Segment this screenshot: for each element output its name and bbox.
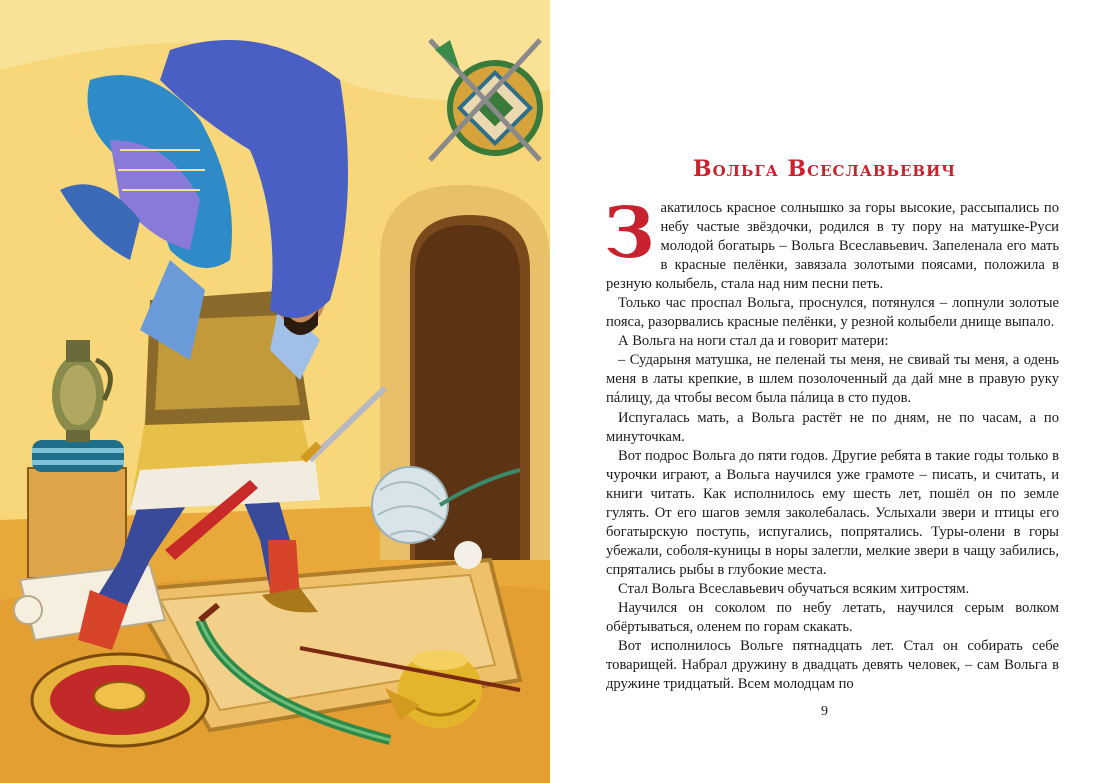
shield	[32, 654, 208, 746]
cushion-stool	[28, 440, 126, 578]
story-text	[604, 191, 1059, 694]
paragraph: – Сударыня матушка, не пеленай ты меня, не свивай ты меня, а одень меня в латы крепкие, в шлем позолоченный да дай мне в правую руку пáлицу, да чтобы весом была пáлица в сто пудов.	[606, 352, 1059, 407]
paragraph: Только час проспал Вольга, проснулся, потянулся – лопнули золотые пояса, разорвались красные пелёнки, у резной колыбели днище выпало.	[606, 295, 1059, 331]
chapter-title: Вольга Всеславьевич	[693, 156, 956, 182]
page-number: 9	[821, 704, 828, 719]
paragraph: Вот подрос Вольга до пяти годов. Другие ребята в такие годы только в чурочки играют, а Вольга научился уже грамоте – писать, и считать, и книги читать. Как исполнилось ему шесть лет, пошёл он по земле гулять. От его шагов земля заколебалась. Услыхали звери и птицы его богатырскую поступь, испугались, попрятались. Туры-олени в горы убежали, соболя-куницы в норы залегли, мелкие звери в чащу забились, спрятались рыбы в глубокие места.	[606, 447, 1059, 578]
text-page	[550, 0, 1099, 783]
paragraph: Вот исполнилось Вольге пятнадцать лет. Стал он собирать себе товарищей. Набрал дружину в двадцать девять человек, – сам Вольга в дружине тридцатый. Всем молодцам по	[606, 638, 1059, 693]
paragraph-1	[604, 191, 1059, 294]
paragraph: Испугалась мать, а Вольга растёт не по дням, не по часам, а по минуточкам.	[606, 409, 1059, 445]
paragraph: А Вольга на ноги стал да и говорит матери:	[618, 333, 889, 350]
paragraph: Научился он соколом по небу летать, научился серым волком обёртываться, оленем по горам скакать.	[606, 599, 1059, 636]
paragraph: Стал Вольга Всеславьевич обучаться всяким хитростям.	[618, 580, 970, 597]
paragraph-1-text: акатилось красное солнышко за горы высокие, рассыпались по небу частые звёздочки, родился в ту пору на матушке-Руси молодой богатырь – Вольга Всеславьевич. Запеленала его мать в красные пелёнки, завязала золотыми поясами, положила в резную колыбель, стала над ним песни петь.	[606, 200, 1059, 293]
drop-cap: З	[604, 191, 655, 274]
